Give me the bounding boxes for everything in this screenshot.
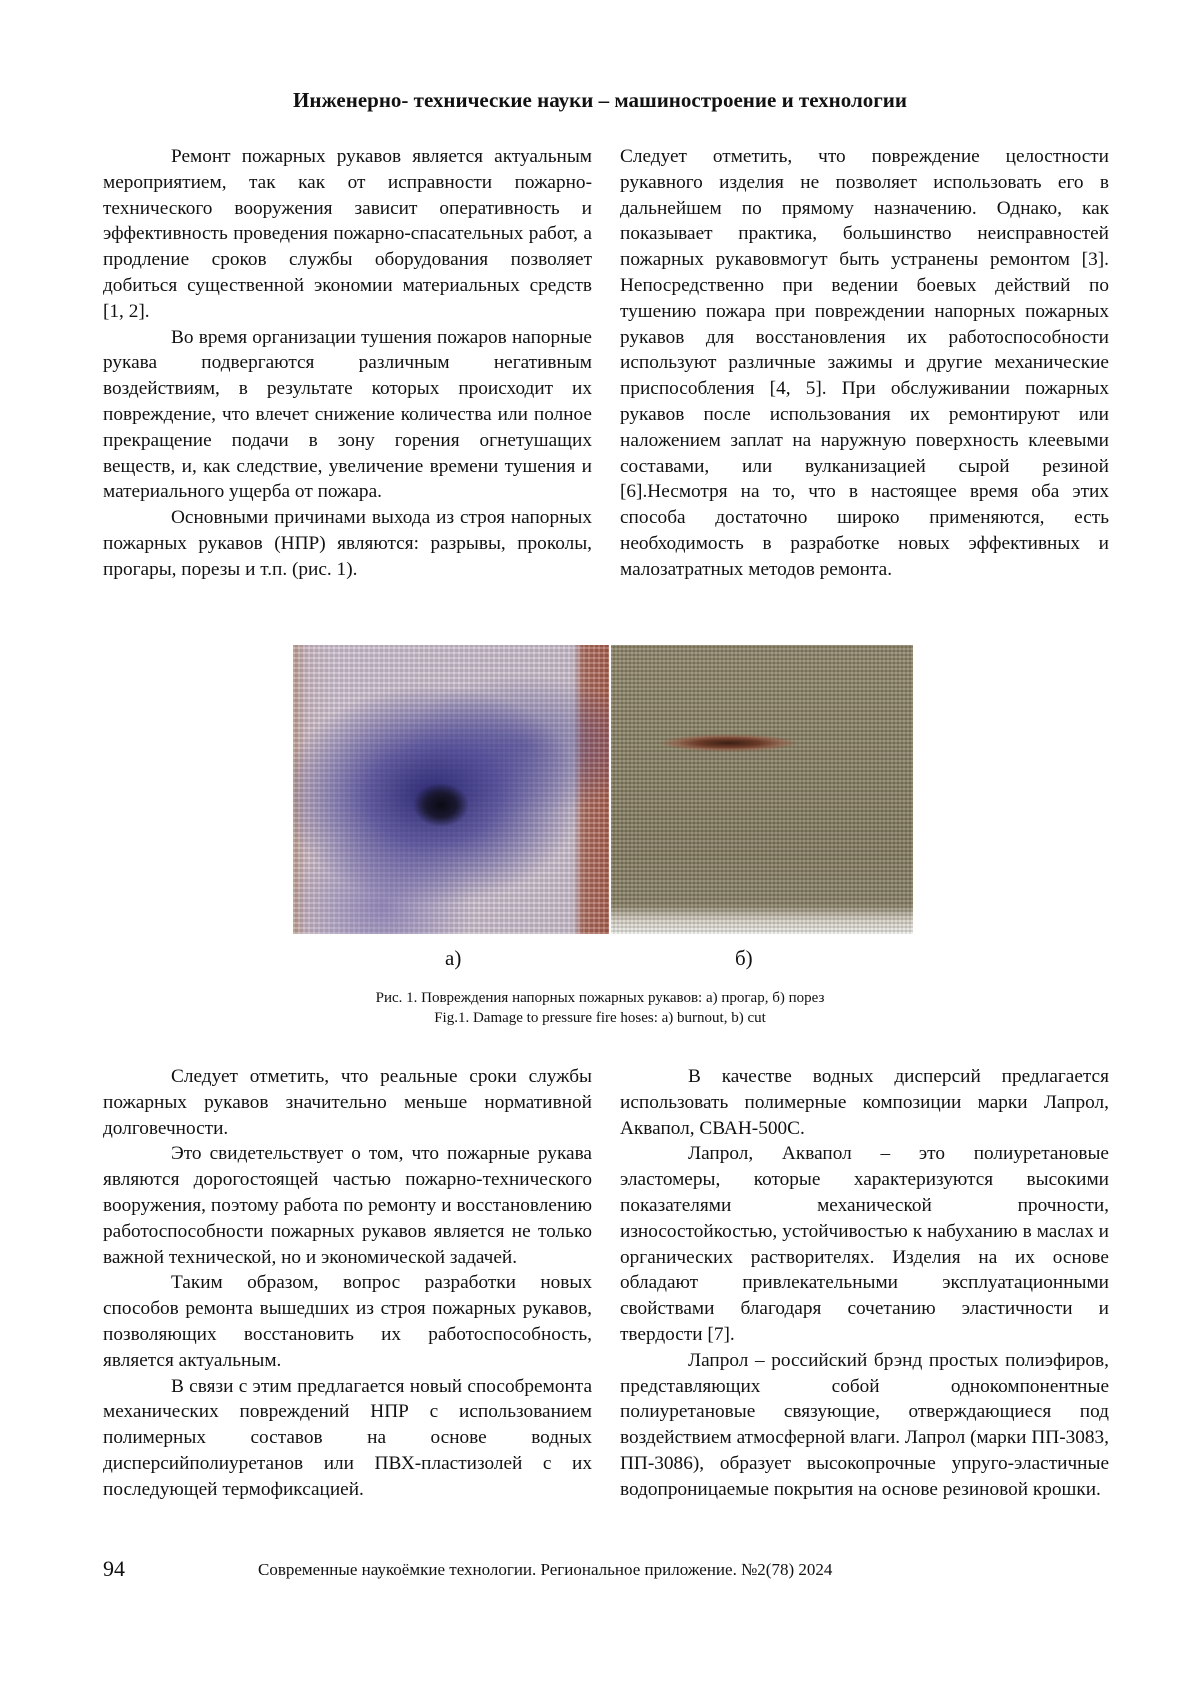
paragraph: Это свидетельствует о том, что пожарные рукава являются дорогостоящей частью пожарно-технического вооружения, поэтому работа по ремонту и восстановлению работоспособности пожарных рукавов является не только важной технической, но и экономической задачей. [103,1143,592,1268]
burnout-hose-photo [293,645,609,934]
paragraph: В качестве водных дисперсий предлагается использовать полимерные композиции марки Лапрол, Аквапол, СВАН-500С. [620,1066,1109,1139]
figure-caption-ru: Рис. 1. Повреждения напорных пожарных рукавов: а) прогар, б) порез [375,990,825,1006]
column-top-left [103,144,592,583]
paragraph: Следует отметить, что реальные сроки службы пожарных рукавов значительно меньше нормативной долговечности. [103,1066,592,1139]
journal-footer: Современные наукоёмкие технологии. Региональное приложение. №2(78) 2024 [258,1560,833,1579]
paragraph: В связи с этим предлагается новый способремонта механических повреждений НПР с использованием полимерных составов на основе водных дисперсийполиуретанов или ПВХ-пластизолей с их последующей термофиксацией. [103,1375,592,1500]
paragraph: Таким образом, вопрос разработки новых способов ремонта вышедших из строя пожарных рукавов, позволяющих восстановить их работоспособность, является актуальным. [103,1272,592,1371]
running-header: Инженерно- технические науки – машиностроение и технологии [293,88,907,112]
paragraph: Лапрол – российский брэнд простых полиэфиров, представляющих собой однокомпонентные полиуретановые связующие, отверждающиеся под воздействием атмосферной влаги. Лапрол (марки ПП-3083, ПП-3086), образует высокопрочные упруго-эластичные водопроницаемые покрытия на основе резиновой крошки. [620,1349,1109,1500]
paragraph: Основными причинами выхода из строя напорных пожарных рукавов (НПР) являются: разрывы, проколы, прогары, порезы и т.п. (рис. 1). [103,507,592,580]
column-top-right [620,144,1109,583]
paragraph: Лапрол, Аквапол – это полиуретановые эластомеры, которые характеризуются высокими показателями механической прочности, износостойкостью, устойчивостью к набуханию в маслах и органических растворителях. Изделия на их основе обладают привлекательными эксплуатационными свойствами благодаря сочетанию эластичности и твердости [7]. [620,1143,1109,1345]
paragraph: Во время организации тушения пожаров напорные рукава подвергаются различным негативным воздействиям, в результате которых происходит их повреждение, что влечет снижение количества или полное прекращение подачи в зону горения огнетушащих веществ, и, как следствие, увеличение времени тушения и материального ущерба от пожара. [103,326,592,503]
column-bottom-left [103,1064,592,1503]
figure-label-b: б) [735,946,753,970]
paragraph: Ремонт пожарных рукавов является актуальным мероприятием, так как от исправности пожарно-технического вооружения зависит оперативность и эффективность проведения пожарно-спасательных работ, а продление сроков службы оборудования позволяет добиться существенной экономии материальных средств [1, 2]. [103,146,592,322]
paragraph: Следует отметить, что повреждение целостности рукавного изделия не позволяет использовать его в дальнейшем по прямому назначению. Однако, как показывает практика, большинство неисправностей пожарных рукавовмогут быть устранены ремонтом [3]. Непосредственно при ведении боевых действий по тушению пожара при повреждении напорных пожарных рукавов для восстановления их работоспособности используют различные зажимы и другие механические приспособления [4, 5]. При обслуживании пожарных рукавов после использования их ремонтируют или наложением заплат на наружную поверхность клеевыми составами, или вулканизацией сырой резиной [6].Несмотря на то, что в настоящее время оба этих способа достаточно широко применяются, есть необходимость в разработке новых эффективных и малозатратных методов ремонта. [620,146,1109,580]
page-number: 94 [103,1556,125,1581]
figure-label-a: а) [445,946,462,970]
cut-hose-photo [611,645,913,934]
column-bottom-right [620,1064,1109,1503]
figure-caption-en: Fig.1. Damage to pressure fire hoses: a) burnout, b) cut [434,1010,766,1026]
figure-1 [293,645,913,935]
